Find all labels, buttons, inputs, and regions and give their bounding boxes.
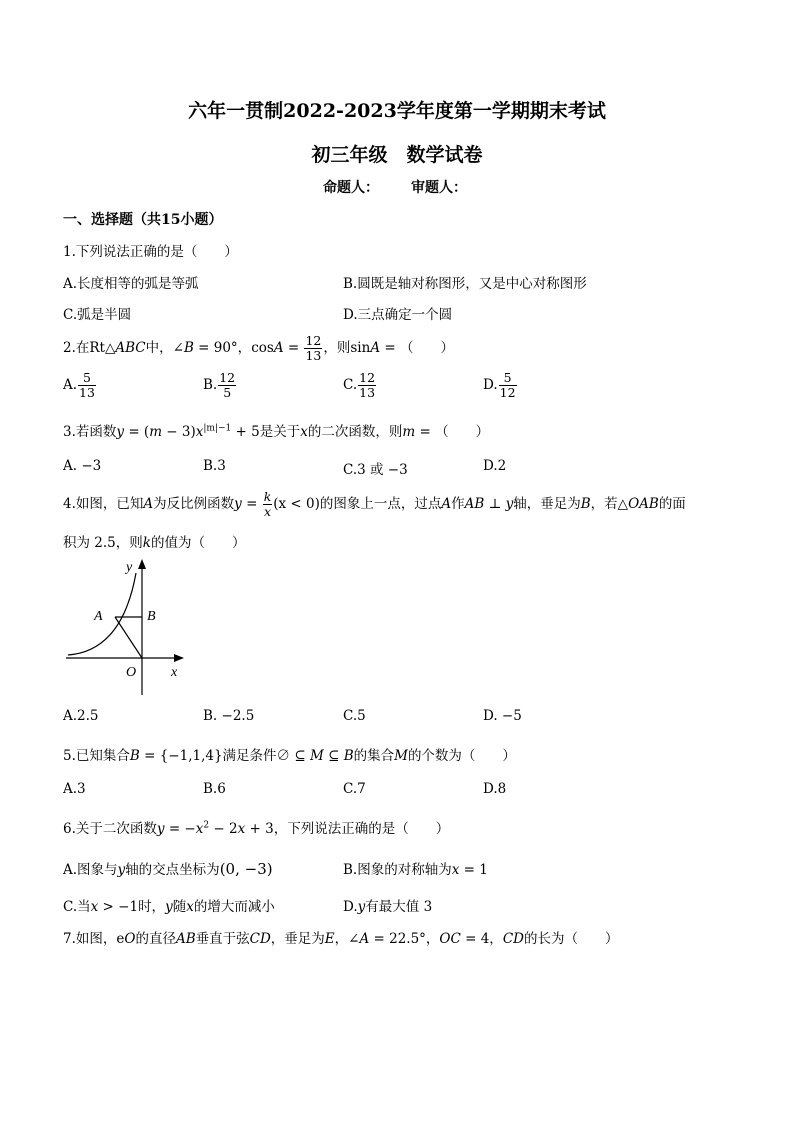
q2-option-d: D. $\frac{5}{12}$ <box>483 370 516 400</box>
q6-option-a: A.图象与y轴的交点坐标为(0, −3) <box>63 860 273 878</box>
q2-fraction: $\frac{12}{13}$ <box>305 333 322 363</box>
q6-stem: 6.关于二次函数$y = -x^2 - 2x + 3$，下列说法正确的是（ ） <box>63 820 450 837</box>
q3-option-d: D.2 <box>483 458 507 474</box>
exam-subtitle: 初三年级 数学试卷 <box>311 144 483 166</box>
reviewer-label: 审题人： <box>411 180 467 196</box>
exam-title: 六年一贯制2022-2023学年度第一学期期末考试 <box>188 100 606 122</box>
q5-stem: 5.已知集合B = {−1,1,4}满足条件∅ ⊆ M ⊆ B的集合M的个数为（ ） <box>63 748 516 764</box>
y-axis-arrow <box>138 559 146 569</box>
q2-option-a: A. $\frac{5}{13}$ <box>63 370 95 400</box>
label-y: y <box>126 560 133 575</box>
q6-option-d: D.y有最大值 3 <box>343 899 433 915</box>
section-title: 一、选择题（共15小题） <box>63 212 223 228</box>
x-axis-arrow <box>174 654 184 662</box>
q5-option-a: A.3 <box>63 781 86 797</box>
q2-option-b: B. $\frac{12}{5}$ <box>203 370 236 400</box>
q3-option-b: B.3 <box>203 458 226 474</box>
q3-option-a: A. −3 <box>63 458 102 474</box>
q4-stem-line2: 积为 2.5，则k的值为（ ） <box>63 535 246 551</box>
segment-ao <box>115 617 142 658</box>
q1-option-c: C.弧是半圆 <box>63 307 132 323</box>
setter-label: 命题人： <box>323 180 379 196</box>
label-o: O <box>126 665 137 680</box>
q1-option-a: A.长度相等的弧是等弧 <box>63 276 199 292</box>
q2-stem: 2.在Rt△ABC中，∠B = 90°，cosA = $\frac{12}{13}$ ，则sinA = （ ） <box>63 333 454 363</box>
q6-option-b: B.图象的对称轴为x = 1 <box>343 862 488 878</box>
q3-stem: 3.若函数$y = (m - 3)x^{|m|-1} + 5$是关于x的二次函数，则m = （ ） <box>63 423 490 440</box>
q5-option-d: D.8 <box>483 781 507 797</box>
q4-figure <box>60 555 195 700</box>
q7-stem: 7.如图，eO的直径AB垂直于弦CD，垂足为E，∠A = 22.5°，OC = 4，CD的长为（ ） <box>63 931 619 947</box>
q4-option-c: C.5 <box>343 708 366 724</box>
q6-option-c: C.当x > −1时，y随x的增大而减小 <box>63 899 275 915</box>
q2-option-c: C. $\frac{12}{13}$ <box>343 370 376 400</box>
q3-option-c: C.3 或 −3 <box>343 462 408 478</box>
q1-stem: 1.下列说法正确的是（ ） <box>63 244 238 260</box>
q4-stem-line1: 4.如图，已知A为反比例函数y = $\frac{k}{x}$ (x < 0)的图象上一点，过点A作AB ⊥ y轴，垂足为B，若△OAB的面 <box>63 489 686 519</box>
label-x: x <box>171 665 178 680</box>
q5-option-c: C.7 <box>343 781 366 797</box>
label-a: A <box>94 609 103 624</box>
q5-option-b: B.6 <box>203 781 226 797</box>
label-b: B <box>147 609 156 624</box>
q4-option-d: D. −5 <box>483 708 522 724</box>
q1-option-b: B.圆既是轴对称图形，又是中心对称图形 <box>343 276 587 292</box>
q4-option-b: B. −2.5 <box>203 708 255 724</box>
q1-option-d: D.三点确定一个圆 <box>343 307 453 323</box>
q4-option-a: A.2.5 <box>63 708 99 724</box>
